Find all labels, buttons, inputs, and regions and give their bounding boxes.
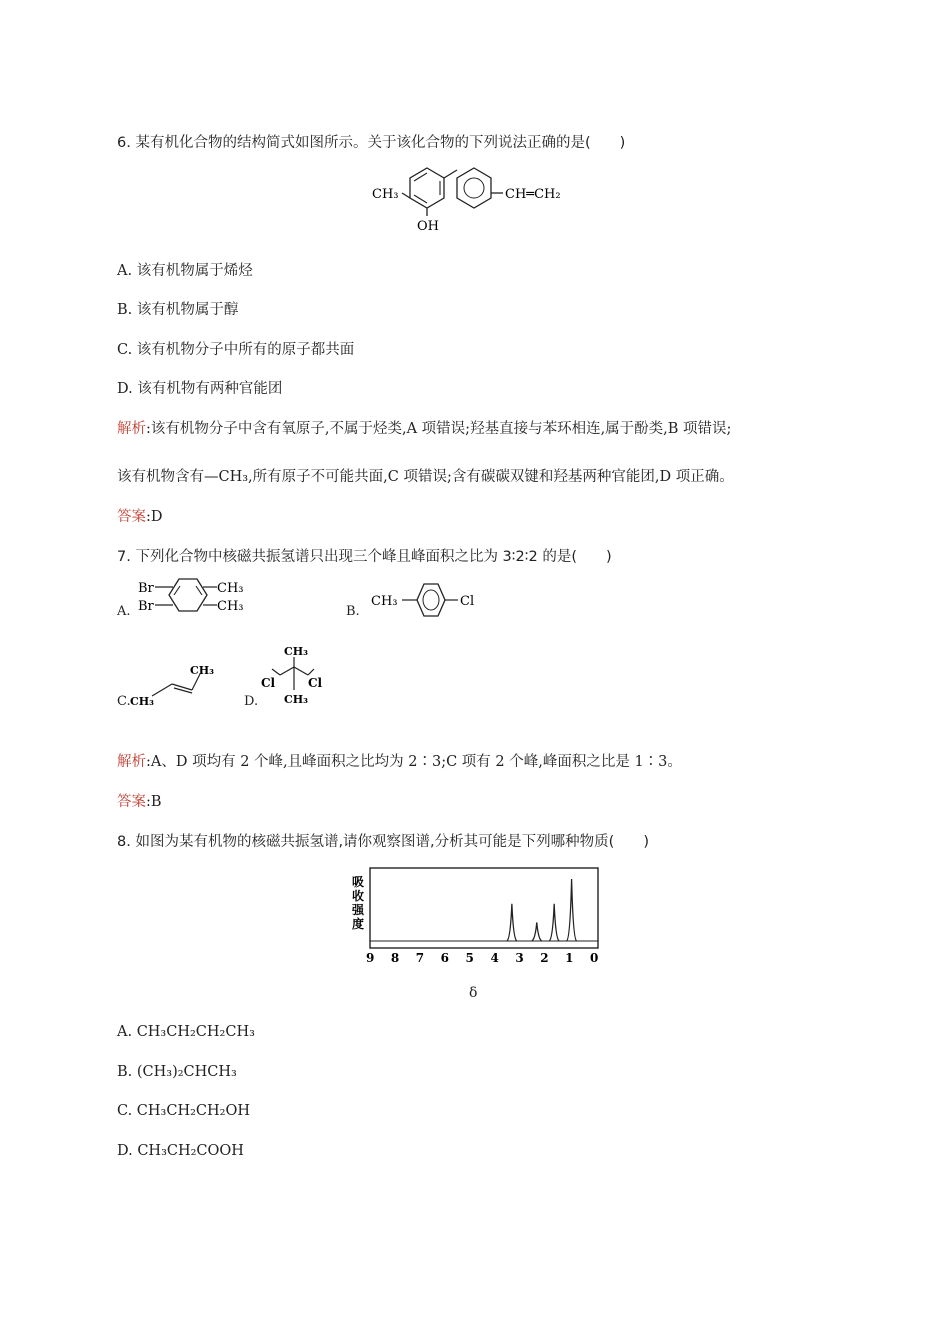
q7-answer-value: :B (146, 794, 162, 810)
nmr-frame (370, 868, 598, 948)
q6-answer-label: 答案 (117, 509, 146, 525)
nmr-ylabel-4: 度 (352, 917, 365, 931)
q7c-ch3-2: CH₃ (190, 664, 214, 677)
nmr-tick-label: 0 (590, 951, 599, 965)
q7d-cl2: Cl (308, 676, 323, 690)
q8-option-d: D. CH₃CH₂COOH (117, 1143, 244, 1159)
q8-option-a: A. CH₃CH₂CH₂CH₃ (117, 1024, 255, 1040)
q7-analysis (117, 750, 682, 771)
q6-oh: OH (417, 219, 439, 234)
nmr-tick-label: 7 (415, 951, 425, 965)
nmr-spectrum (340, 862, 620, 1002)
q7-answer (117, 790, 162, 811)
nmr-tick-label: 5 (465, 951, 474, 965)
q6-option-c: C. 该有机物分子中所有的原子都共面 (117, 342, 355, 358)
q7c-ch3-1: CH₃ (130, 695, 154, 708)
q8-stem: 8. 如图为某有机物的核磁共振氢谱,请你观察图谱,分析其可能是下列哪种物质( ) (117, 834, 649, 850)
nmr-tick-label: 8 (390, 951, 400, 965)
nmr-peak (532, 922, 542, 941)
nmr-ylabel-3: 强 (352, 903, 365, 917)
q7-analysis-text: :A、D 项均有 2 个峰,且峰面积之比均为 2∶3;C 项有 2 个峰,峰面积之比是 1∶3。 (146, 754, 682, 770)
q7b-cl: Cl (460, 594, 475, 609)
nmr-tick-label: 3 (515, 951, 524, 965)
q6-stem: 6. 某有机化合物的结构简式如图所示。关于该化合物的下列说法正确的是( ) (117, 135, 626, 151)
nmr-ylabel-1: 吸 (352, 875, 365, 889)
q7a-ch3-2: CH₃ (217, 599, 244, 614)
q7d-cl1: Cl (261, 676, 276, 690)
q6-analysis-text: :该有机物分子中含有氧原子,不属于烃类,A 项错误;羟基直接与苯环相连,属于酚类,B 项错误; (146, 421, 732, 437)
nmr-peak (567, 879, 577, 941)
q6-answer-value: :D (146, 509, 163, 525)
q7d-ch3-1: CH₃ (284, 645, 308, 658)
nmr-tick-label: 9 (366, 951, 375, 965)
nmr-tick-label: 4 (490, 951, 499, 965)
q6-option-d: D. 该有机物有两种官能团 (117, 381, 283, 397)
nmr-ylabel-2: 收 (352, 889, 365, 903)
q7-analysis-label: 解析 (117, 754, 146, 770)
q7-answer-label: 答案 (117, 794, 146, 810)
nmr-xlabel: δ (469, 985, 478, 1001)
q7a-br1: Br (138, 581, 154, 596)
nmr-peak (507, 904, 517, 941)
nmr-tick-label: 6 (440, 951, 450, 965)
q7-structure-a (135, 575, 250, 625)
nmr-tick-label: 2 (540, 951, 549, 965)
q7-structure-d (258, 643, 328, 708)
q7-structure-b (368, 580, 498, 620)
q7-structure-c (128, 660, 223, 710)
nmr-tick-label: 1 (565, 951, 574, 965)
q6-structure (370, 160, 590, 235)
q7-label-a: A. (117, 604, 131, 619)
q7-label-d: D. (244, 694, 259, 709)
q6-analysis-label: 解析 (117, 421, 146, 437)
q6-option-a: A. 该有机物属于烯烃 (117, 263, 253, 279)
q6-option-b: B. 该有机物属于醇 (117, 302, 239, 318)
q8-option-c: C. CH₃CH₂CH₂OH (117, 1103, 250, 1119)
q7a-br2: Br (138, 599, 154, 614)
q7d-ch3-2: CH₃ (284, 693, 308, 706)
q6-ch3: CH₃ (372, 187, 399, 202)
nmr-peak (549, 904, 559, 941)
q8-option-b: B. (CH₃)₂CHCH₃ (117, 1064, 237, 1080)
q7-label-b: B. (346, 604, 360, 619)
q6-analysis-cont: 该有机物含有—CH₃,所有原子不可能共面,C 项错误;含有碳碳双键和羟基两种官能团,D 项正确。 (117, 469, 734, 485)
q7-stem: 7. 下列化合物中核磁共振氢谱只出现三个峰且峰面积之比为 3∶2∶2 的是( ) (117, 549, 612, 565)
q6-answer (117, 505, 163, 526)
q6-vinyl: CH═CH₂ (505, 187, 561, 202)
q6-analysis (117, 417, 731, 438)
q7b-ch3: CH₃ (371, 594, 398, 609)
q7-label-c: C. (117, 694, 131, 709)
q7a-ch3-1: CH₃ (217, 581, 244, 596)
